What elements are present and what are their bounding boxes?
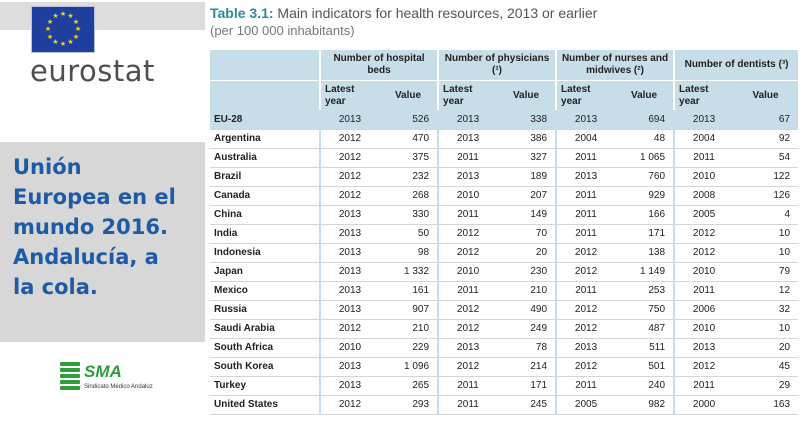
- value-cell: 268: [379, 186, 438, 205]
- latest-year-cell: 2013: [320, 224, 379, 243]
- value-cell: 210: [497, 281, 556, 300]
- latest-year-cell: 2013: [556, 167, 615, 186]
- latest-year-cell: 2005: [556, 395, 615, 414]
- flag-star-icon: ★: [52, 13, 59, 20]
- value-cell: 330: [379, 205, 438, 224]
- value-cell: 1 332: [379, 262, 438, 281]
- value-cell: 171: [615, 224, 674, 243]
- latest-year-cell: 2012: [438, 224, 497, 243]
- slogan-line: Europea en el: [13, 185, 176, 209]
- latest-year-cell: 2012: [320, 186, 379, 205]
- latest-year-cell: 2005: [674, 205, 733, 224]
- latest-year-cell: 2013: [556, 110, 615, 129]
- health-indicators-table: [210, 50, 798, 415]
- value-cell: 10: [733, 224, 798, 243]
- slogan-line: Unión: [13, 155, 82, 179]
- value-cell: 240: [615, 376, 674, 395]
- table-row: [210, 167, 798, 186]
- flag-star-icon: ★: [67, 38, 74, 46]
- table-row: [210, 243, 798, 262]
- col-header-value: Value: [615, 81, 674, 111]
- flag-star-icon: ★: [59, 11, 67, 18]
- sma-logo: [60, 362, 180, 398]
- latest-year-cell: 2011: [556, 376, 615, 395]
- col-header-latest-year: Latest year: [438, 81, 497, 111]
- flag-star-icon: ★: [44, 26, 52, 33]
- top-grey-bar: [0, 2, 205, 30]
- latest-year-cell: 2012: [438, 243, 497, 262]
- flag-star-icon: ★: [72, 18, 80, 26]
- value-cell: 375: [379, 148, 438, 167]
- value-cell: 149: [497, 205, 556, 224]
- value-cell: 230: [497, 262, 556, 281]
- latest-year-cell: 2011: [674, 281, 733, 300]
- value-cell: 48: [615, 129, 674, 148]
- country-cell: Saudi Arabia: [210, 319, 320, 338]
- table-row: [210, 129, 798, 148]
- value-cell: 10: [733, 243, 798, 262]
- latest-year-cell: 2000: [674, 395, 733, 414]
- latest-year-cell: 2013: [320, 300, 379, 319]
- latest-year-cell: 2011: [556, 281, 615, 300]
- value-cell: 50: [379, 224, 438, 243]
- country-cell: Canada: [210, 186, 320, 205]
- value-cell: 511: [615, 338, 674, 357]
- value-cell: 45: [733, 357, 798, 376]
- table-row: [210, 319, 798, 338]
- latest-year-cell: 2011: [438, 205, 497, 224]
- country-cell: Indonesia: [210, 243, 320, 262]
- latest-year-cell: 2012: [320, 148, 379, 167]
- latest-year-cell: 2012: [674, 243, 733, 262]
- eu-flag-icon: [32, 7, 94, 52]
- country-cell: EU-28: [210, 110, 320, 129]
- latest-year-cell: 2012: [320, 167, 379, 186]
- value-cell: 214: [497, 357, 556, 376]
- col-header-value: Value: [497, 81, 556, 111]
- value-cell: 229: [379, 338, 438, 357]
- latest-year-cell: 2013: [556, 338, 615, 357]
- value-cell: 232: [379, 167, 438, 186]
- latest-year-cell: 2011: [556, 186, 615, 205]
- col-header-latest-year: Latest year: [556, 81, 615, 111]
- value-cell: 54: [733, 148, 798, 167]
- flag-star-icon: ★: [46, 33, 54, 41]
- latest-year-cell: 2013: [320, 281, 379, 300]
- latest-year-cell: 2012: [438, 319, 497, 338]
- corner-cell: [210, 81, 320, 111]
- value-cell: 249: [497, 319, 556, 338]
- table-row: [210, 110, 798, 129]
- latest-year-cell: 2011: [438, 281, 497, 300]
- country-cell: Japan: [210, 262, 320, 281]
- latest-year-cell: 2012: [320, 319, 379, 338]
- col-header-latest-year: Latest year: [320, 81, 379, 111]
- value-cell: 338: [497, 110, 556, 129]
- eurostat-logo: eurostat: [30, 54, 155, 88]
- value-cell: 138: [615, 243, 674, 262]
- latest-year-cell: 2010: [674, 262, 733, 281]
- flag-star-icon: ★: [72, 33, 80, 41]
- flag-star-icon: ★: [59, 41, 67, 48]
- table-row: [210, 205, 798, 224]
- latest-year-cell: 2011: [556, 148, 615, 167]
- left-panel: [0, 0, 205, 426]
- value-cell: 12: [733, 281, 798, 300]
- value-cell: 327: [497, 148, 556, 167]
- value-cell: 78: [497, 338, 556, 357]
- latest-year-cell: 2013: [320, 110, 379, 129]
- group-header: Number of dentists (³): [674, 50, 798, 81]
- table-row: [210, 376, 798, 395]
- latest-year-cell: 2013: [320, 357, 379, 376]
- value-cell: 760: [615, 167, 674, 186]
- table-row: [210, 300, 798, 319]
- value-cell: 98: [379, 243, 438, 262]
- value-cell: 20: [497, 243, 556, 262]
- slogan-line: la cola.: [13, 275, 98, 299]
- latest-year-cell: 2012: [556, 357, 615, 376]
- latest-year-cell: 2012: [320, 395, 379, 414]
- latest-year-cell: 2011: [438, 376, 497, 395]
- latest-year-cell: 2011: [674, 148, 733, 167]
- table-title-text: Main indicators for health resources, 2013 or earlier: [273, 5, 598, 21]
- flag-star-icon: ★: [52, 38, 59, 46]
- latest-year-cell: 2004: [556, 129, 615, 148]
- latest-year-cell: 2013: [320, 376, 379, 395]
- value-cell: 1 065: [615, 148, 674, 167]
- value-cell: 253: [615, 281, 674, 300]
- table-title: [210, 5, 597, 21]
- latest-year-cell: 2013: [674, 110, 733, 129]
- sma-subtitle: Sindicato Médico Andaluz: [84, 384, 153, 390]
- flag-star-icon: ★: [46, 18, 54, 26]
- latest-year-cell: 2011: [438, 395, 497, 414]
- value-cell: 70: [497, 224, 556, 243]
- country-cell: Mexico: [210, 281, 320, 300]
- latest-year-cell: 2013: [438, 338, 497, 357]
- value-cell: 4: [733, 205, 798, 224]
- flag-star-icon: ★: [74, 26, 82, 33]
- value-cell: 67: [733, 110, 798, 129]
- latest-year-cell: 2010: [438, 262, 497, 281]
- value-cell: 982: [615, 395, 674, 414]
- slogan-line: Andalucía, a: [13, 245, 159, 269]
- group-header: Number of hospital beds: [320, 50, 438, 81]
- value-cell: 750: [615, 300, 674, 319]
- country-cell: South Africa: [210, 338, 320, 357]
- value-cell: 245: [497, 395, 556, 414]
- value-cell: 189: [497, 167, 556, 186]
- value-cell: 171: [497, 376, 556, 395]
- latest-year-cell: 2011: [438, 148, 497, 167]
- slogan-text: [13, 152, 203, 302]
- latest-year-cell: 2013: [320, 262, 379, 281]
- latest-year-cell: 2012: [674, 224, 733, 243]
- group-header: Number of nurses and midwives (²): [556, 50, 674, 81]
- value-cell: 490: [497, 300, 556, 319]
- value-cell: 166: [615, 205, 674, 224]
- value-cell: 487: [615, 319, 674, 338]
- table-row: [210, 357, 798, 376]
- value-cell: 122: [733, 167, 798, 186]
- latest-year-cell: 2013: [438, 129, 497, 148]
- table-row: [210, 395, 798, 414]
- table-row: [210, 262, 798, 281]
- latest-year-cell: 2012: [556, 300, 615, 319]
- latest-year-cell: 2012: [556, 262, 615, 281]
- country-cell: Russia: [210, 300, 320, 319]
- col-header-value: Value: [733, 81, 798, 111]
- col-header-value: Value: [379, 81, 438, 111]
- table-row: [210, 338, 798, 357]
- country-cell: United States: [210, 395, 320, 414]
- country-cell: Argentina: [210, 129, 320, 148]
- value-cell: 79: [733, 262, 798, 281]
- table-row: [210, 224, 798, 243]
- col-header-latest-year: Latest year: [674, 81, 733, 111]
- latest-year-cell: 2013: [320, 243, 379, 262]
- latest-year-cell: 2010: [674, 319, 733, 338]
- latest-year-cell: 2011: [674, 376, 733, 395]
- table-subtitle: (per 100 000 inhabitants): [210, 23, 355, 38]
- table-row: [210, 186, 798, 205]
- country-cell: China: [210, 205, 320, 224]
- sma-name: SMA: [84, 362, 122, 381]
- sma-bars-icon: [60, 362, 80, 392]
- country-cell: South Korea: [210, 357, 320, 376]
- latest-year-cell: 2010: [674, 167, 733, 186]
- table-row: [210, 148, 798, 167]
- value-cell: 265: [379, 376, 438, 395]
- latest-year-cell: 2011: [556, 224, 615, 243]
- value-cell: 1 149: [615, 262, 674, 281]
- value-cell: 293: [379, 395, 438, 414]
- latest-year-cell: 2013: [674, 338, 733, 357]
- value-cell: 470: [379, 129, 438, 148]
- value-cell: 10: [733, 319, 798, 338]
- value-cell: 929: [615, 186, 674, 205]
- latest-year-cell: 2012: [556, 243, 615, 262]
- latest-year-cell: 2012: [674, 357, 733, 376]
- value-cell: 161: [379, 281, 438, 300]
- latest-year-cell: 2012: [438, 300, 497, 319]
- value-cell: 501: [615, 357, 674, 376]
- country-cell: Turkey: [210, 376, 320, 395]
- latest-year-cell: 2006: [674, 300, 733, 319]
- latest-year-cell: 2011: [556, 205, 615, 224]
- value-cell: 907: [379, 300, 438, 319]
- slogan-line: mundo 2016.: [13, 215, 168, 239]
- value-cell: 20: [733, 338, 798, 357]
- country-cell: Brazil: [210, 167, 320, 186]
- value-cell: 526: [379, 110, 438, 129]
- latest-year-cell: 2010: [438, 186, 497, 205]
- latest-year-cell: 2012: [556, 319, 615, 338]
- value-cell: 29: [733, 376, 798, 395]
- latest-year-cell: 2012: [438, 357, 497, 376]
- value-cell: 126: [733, 186, 798, 205]
- value-cell: 386: [497, 129, 556, 148]
- value-cell: 210: [379, 319, 438, 338]
- value-cell: 163: [733, 395, 798, 414]
- corner-cell: [210, 50, 320, 81]
- group-header: Number of physicians (¹): [438, 50, 556, 81]
- latest-year-cell: 2008: [674, 186, 733, 205]
- value-cell: 694: [615, 110, 674, 129]
- flag-star-icon: ★: [67, 13, 74, 20]
- value-cell: 32: [733, 300, 798, 319]
- latest-year-cell: 2013: [438, 167, 497, 186]
- country-cell: Australia: [210, 148, 320, 167]
- value-cell: 207: [497, 186, 556, 205]
- table-number: Table 3.1:: [210, 5, 274, 21]
- latest-year-cell: 2012: [320, 129, 379, 148]
- latest-year-cell: 2004: [674, 129, 733, 148]
- table-row: [210, 281, 798, 300]
- value-cell: 92: [733, 129, 798, 148]
- latest-year-cell: 2013: [438, 110, 497, 129]
- latest-year-cell: 2013: [320, 205, 379, 224]
- value-cell: 1 096: [379, 357, 438, 376]
- country-cell: India: [210, 224, 320, 243]
- table-body: [210, 110, 798, 414]
- latest-year-cell: 2010: [320, 338, 379, 357]
